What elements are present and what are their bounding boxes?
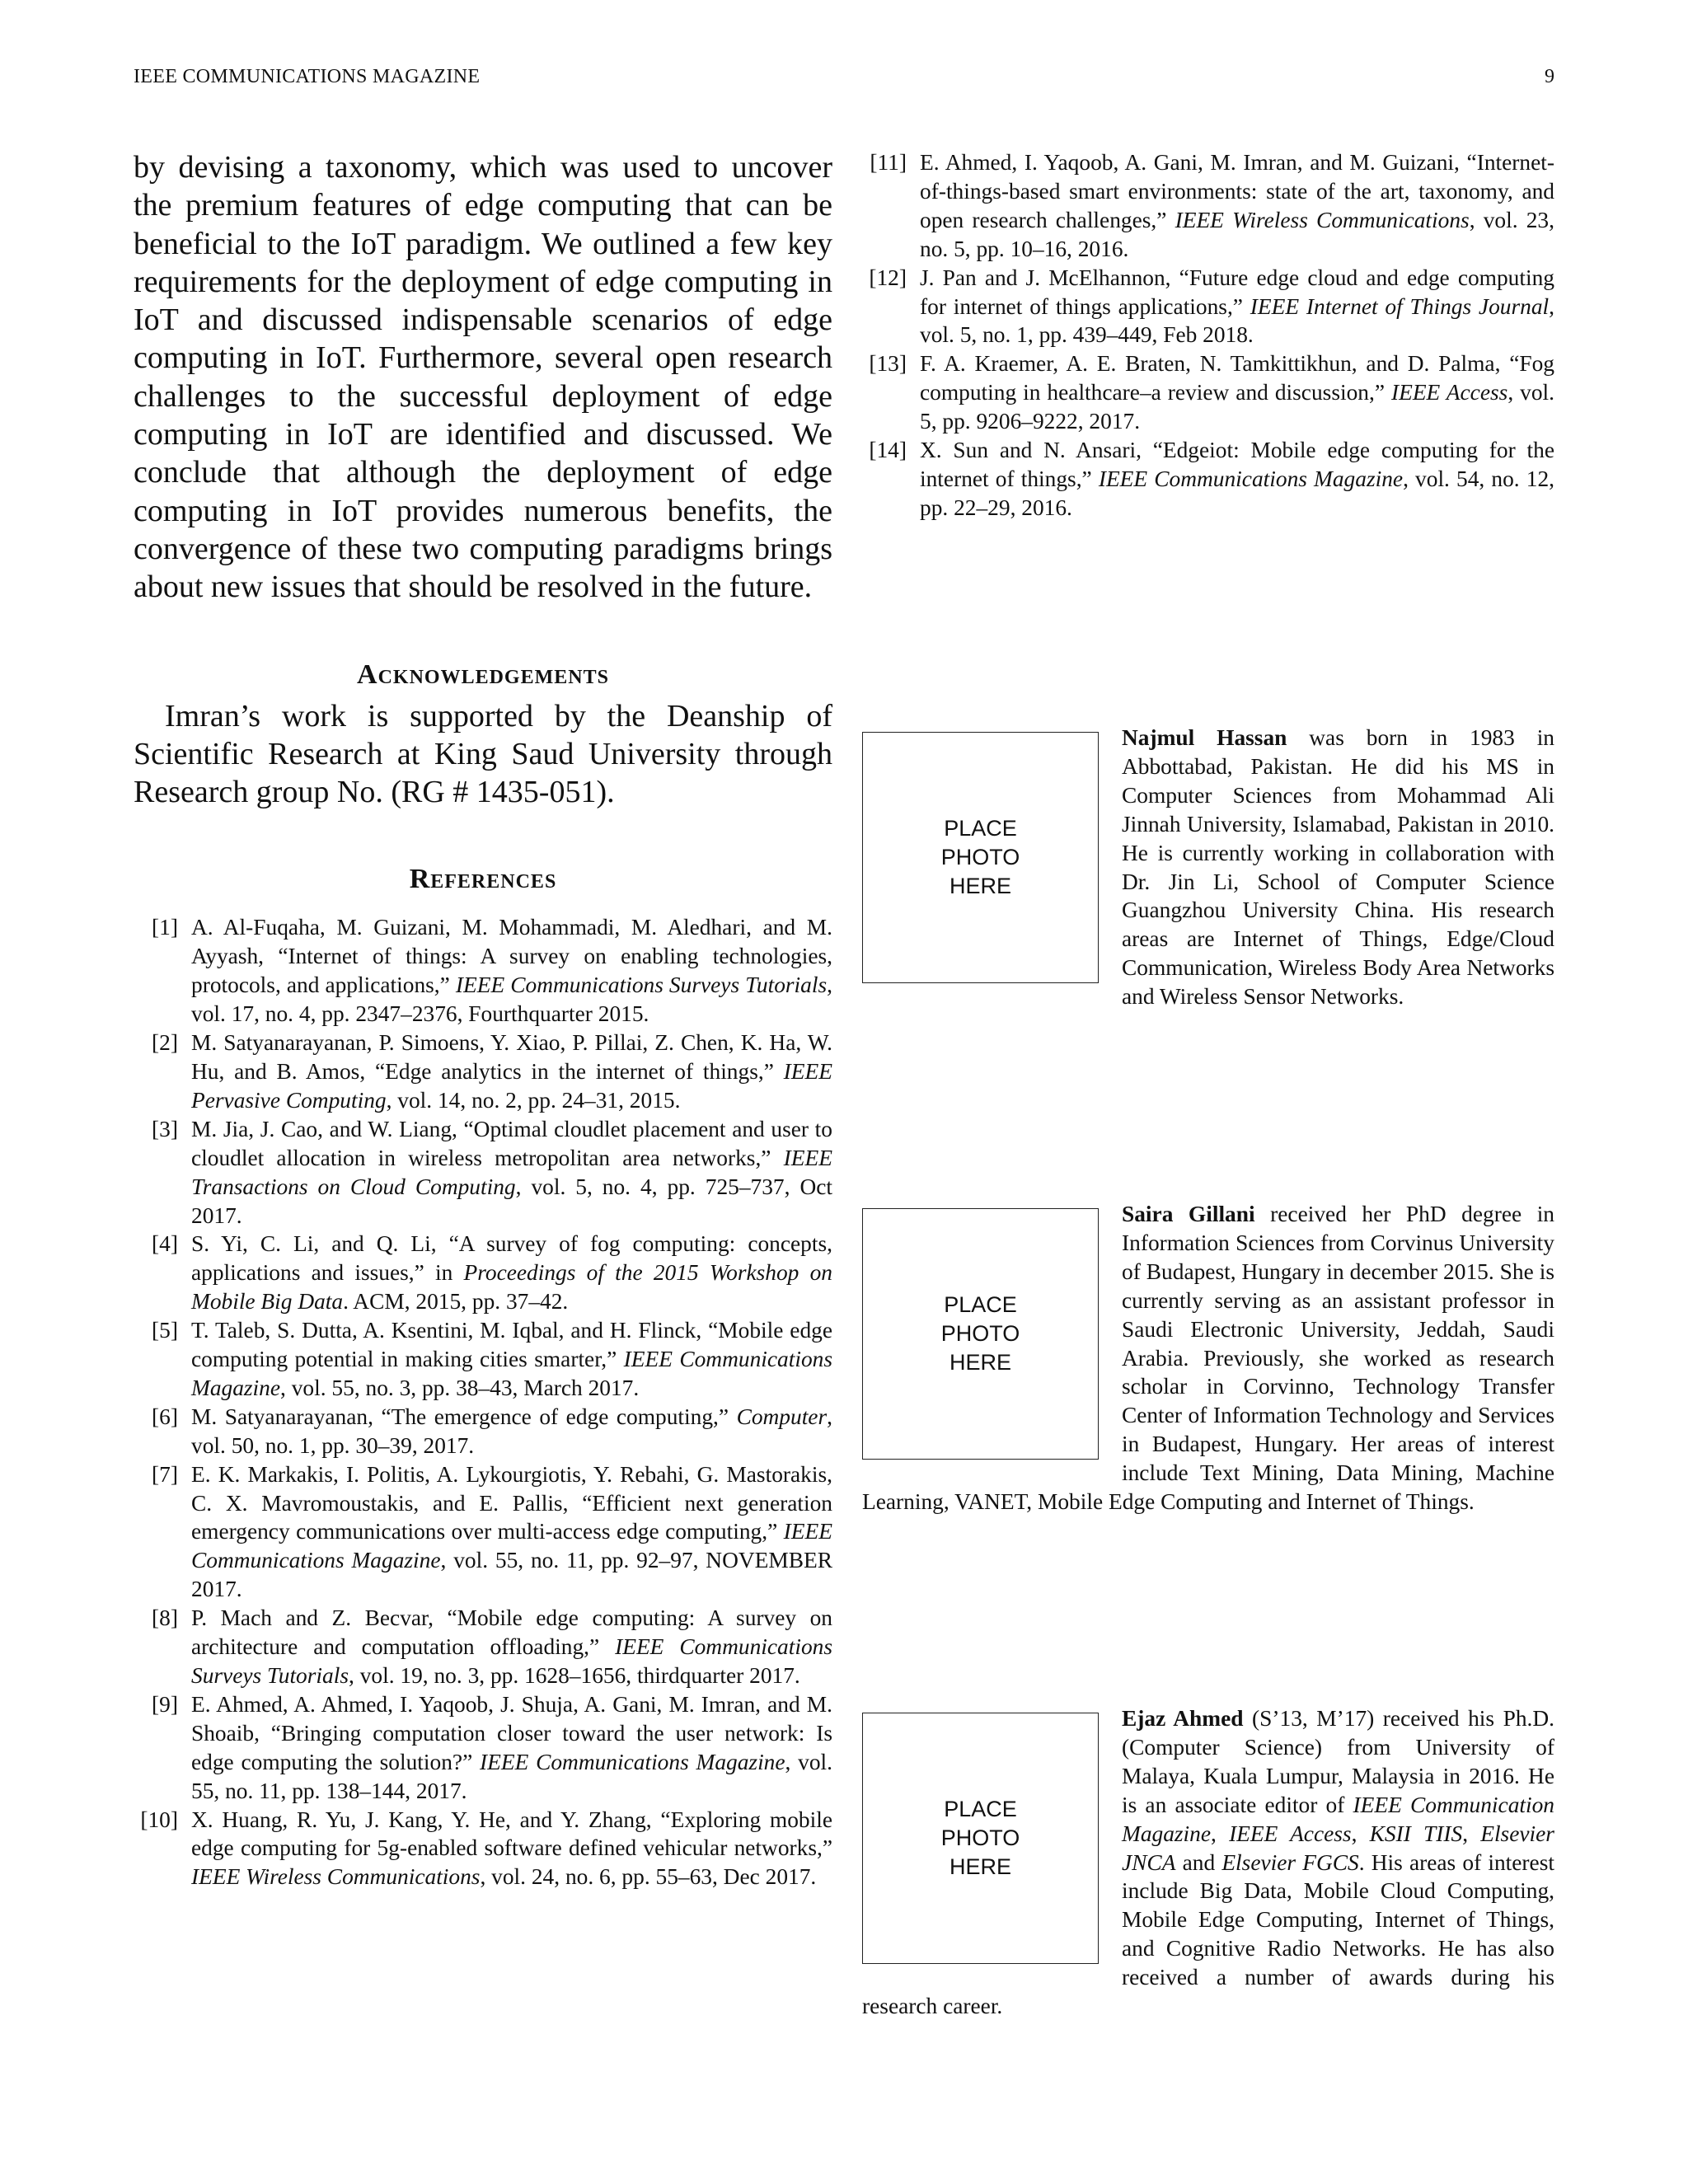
reference-authors-title: S. Yi, C. Li, and Q. Li, “A survey of fog computing: concepts, applications and issues,” in bbox=[191, 1231, 832, 1286]
reference-text bbox=[191, 1604, 832, 1690]
reference-venue: IEEE Access bbox=[1390, 380, 1508, 405]
reference-item bbox=[134, 1604, 832, 1690]
reference-number: [2] bbox=[152, 1030, 178, 1056]
reference-text bbox=[191, 913, 832, 1029]
reference-venue: IEEE Internet of Things Journal bbox=[1250, 293, 1550, 319]
reference-number: [14] bbox=[869, 438, 907, 463]
reference-text bbox=[191, 1806, 832, 1892]
reference-number: [12] bbox=[869, 265, 907, 290]
reference-venue: IEEE Wireless Communications bbox=[1175, 207, 1470, 232]
reference-text bbox=[191, 1690, 832, 1806]
reference-item bbox=[134, 1403, 832, 1460]
reference-authors-title: E. K. Markakis, I. Politis, A. Lykourgiotis, Y. Rebahi, G. Mastorakis, C. X. Mavromoustakis, and E. Pallis, “Efficient next generation emergency communications over multi-access edge computing,” bbox=[191, 1461, 832, 1544]
reference-text bbox=[191, 1403, 832, 1460]
journal-name: IEEE Access bbox=[1229, 1821, 1352, 1846]
journal-name: IEEE Communication Magazine bbox=[1122, 1792, 1555, 1846]
reference-item bbox=[134, 1316, 832, 1403]
reference-number: [8] bbox=[152, 1605, 178, 1631]
reference-details: , vol. 50, no. 1, pp. 30–39, 2017. bbox=[191, 1404, 832, 1458]
author-name: Najmul Hassan bbox=[1122, 725, 1287, 750]
author-bio-text: , bbox=[1351, 1821, 1370, 1846]
references-heading: References bbox=[409, 864, 557, 895]
journal-name: Elsevier JNCA bbox=[1122, 1821, 1554, 1875]
reference-number: [5] bbox=[152, 1318, 178, 1343]
reference-venue: Proceedings of the 2015 Workshop on Mobile Big Data bbox=[191, 1260, 832, 1315]
reference-details: , vol. 14, no. 2, pp. 24–31, 2015. bbox=[386, 1087, 681, 1113]
reference-item bbox=[862, 264, 1554, 350]
author-name: Saira Gillani bbox=[1122, 1202, 1255, 1226]
reference-text bbox=[920, 264, 1554, 350]
reference-details: , vol. 55, no. 11, pp. 92–97, NOVEMBER 2017. bbox=[191, 1548, 832, 1602]
author-name: Ejaz Ahmed bbox=[1122, 1706, 1244, 1731]
reference-authors-title: M. Satyanarayanan, “The emergence of edge computing,” bbox=[191, 1404, 737, 1429]
photo-placeholder-line: PHOTO bbox=[940, 1321, 1020, 1346]
reference-details: . ACM, 2015, pp. 37–42. bbox=[343, 1289, 569, 1315]
reference-item bbox=[134, 1806, 832, 1892]
reference-details: , vol. 54, no. 12, pp. 22–29, 2016. bbox=[920, 466, 1554, 520]
reference-details: , vol. 55, no. 3, pp. 38–43, March 2017. bbox=[280, 1375, 640, 1400]
reference-details: , vol. 19, no. 3, pp. 1628–1656, thirdquarter 2017. bbox=[349, 1663, 800, 1689]
author-bio-text: and bbox=[1175, 1849, 1222, 1875]
reference-authors-title: X. Huang, R. Yu, J. Kang, Y. He, and Y. Zhang, “Exploring mobile edge computing for 5g-enabled software defined vehicular networks,” bbox=[191, 1807, 832, 1861]
reference-item bbox=[134, 1029, 832, 1115]
reference-authors-title: F. A. Kraemer, A. E. Braten, N. Tamkittikhun, and D. Palma, “Fog computing in healthcare–a review and discussion,” bbox=[920, 351, 1554, 405]
reference-text bbox=[920, 148, 1554, 264]
photo-placeholder-line: PHOTO bbox=[940, 1825, 1020, 1850]
reference-authors-title: J. Pan and J. McElhannon, “Future edge cloud and edge computing for internet of things applications,” bbox=[920, 265, 1554, 319]
reference-details: , vol. 24, no. 6, pp. 55–63, Dec 2017. bbox=[480, 1864, 817, 1890]
author-bio-najmul-hassan bbox=[862, 724, 1554, 1011]
page-number: 9 bbox=[1545, 66, 1554, 87]
reference-authors-title: E. Ahmed, I. Yaqoob, A. Gani, M. Imran, and M. Guizani, “Internet-of-things-based smart environments: state of the art, taxonomy, and open research challenges,” bbox=[920, 150, 1554, 232]
reference-details: , vol. 5, pp. 9206–9222, 2017. bbox=[920, 380, 1554, 434]
reference-item bbox=[862, 148, 1554, 264]
running-header-journal: IEEE COMMUNICATIONS MAGAZINE bbox=[134, 66, 481, 87]
author-bio-text: , bbox=[1462, 1821, 1481, 1846]
author-bio-text: received her PhD degree in Information Sciences from Corvinus University of Budapest, Hungary in december 2015. She is currently serving as an assistant professor in Saudi Electronic University, Jeddah, Saudi Arabia. Previously, she worked as research scholar in Corvinno, Technology Transfer Center of Information Technology and Services in Budapest, Hungary. Her areas of interest include Text Mining, Data Mining, Machine Learning, VANET, Mobile Edge Computing and Internet of Things. bbox=[862, 1202, 1554, 1515]
reference-venue: Computer bbox=[736, 1404, 828, 1429]
right-column bbox=[862, 148, 1554, 523]
acknowledgements-text: Imran’s work is supported by the Deanship of Scientific Research at King Saud University through Research group No. (RG # 1435-051). bbox=[134, 698, 832, 810]
photo-placeholder-line: HERE bbox=[949, 1854, 1011, 1879]
reference-number: [13] bbox=[869, 351, 907, 377]
photo-placeholder-line: PHOTO bbox=[940, 845, 1020, 869]
reference-text bbox=[920, 436, 1554, 523]
reference-authors-title: T. Taleb, S. Dutta, A. Ksentini, M. Iqbal, and H. Flinck, “Mobile edge computing potential in making cities smarter,” bbox=[191, 1318, 832, 1372]
reference-text bbox=[191, 1230, 832, 1316]
photo-placeholder bbox=[862, 1713, 1099, 1964]
reference-venue: IEEE Wireless Communications bbox=[191, 1864, 481, 1890]
reference-item bbox=[134, 1115, 832, 1230]
reference-details: , vol. 5, no. 4, pp. 725–737, Oct 2017. bbox=[191, 1174, 832, 1228]
author-bio-text: , bbox=[1211, 1821, 1230, 1846]
author-bio-ejaz-ahmed bbox=[862, 1704, 1554, 2021]
reference-number: [6] bbox=[152, 1404, 178, 1429]
photo-placeholder bbox=[862, 732, 1099, 983]
reference-item bbox=[134, 1460, 832, 1605]
author-bio-text: . His areas of interest include Big Data, Mobile Cloud Computing, Mobile Edge Computing, Internet of Things, and Cognitive Radio Networks. He has also received a number of awards during his research career. bbox=[862, 1849, 1554, 2019]
reference-item bbox=[134, 913, 832, 1029]
reference-text bbox=[191, 1029, 832, 1115]
reference-number: [3] bbox=[152, 1116, 178, 1141]
reference-list-continued bbox=[862, 148, 1554, 523]
reference-details: , vol. 23, no. 5, pp. 10–16, 2016. bbox=[920, 207, 1554, 261]
reference-venue: IEEE Communications Magazine bbox=[480, 1749, 785, 1774]
reference-list bbox=[134, 913, 832, 1891]
reference-text bbox=[920, 349, 1554, 436]
reference-details: , vol. 55, no. 11, pp. 138–144, 2017. bbox=[191, 1749, 832, 1803]
photo-placeholder-line: HERE bbox=[949, 874, 1011, 898]
reference-authors-title: A. Al-Fuqaha, M. Guizani, M. Mohammadi, M. Aledhari, and M. Ayyash, “Internet of things: A survey on enabling technologies, protocols, and applications,” bbox=[191, 915, 832, 998]
reference-venue: IEEE Communications Surveys Tutorials bbox=[455, 972, 828, 998]
reference-authors-title: P. Mach and Z. Becvar, “Mobile edge computing: A survey on architecture and computation offloading,” bbox=[191, 1605, 832, 1660]
author-bio-text: (S’13, M’17) received his Ph.D. (Computer Science) from University of Malaya, Kuala Lumpur, Malaysia in 2016. He is an associate editor of bbox=[1122, 1706, 1554, 1817]
reference-number: [11] bbox=[870, 150, 907, 175]
reference-venue: IEEE Pervasive Computing bbox=[191, 1058, 832, 1113]
author-bio-text: was born in 1983 in Abbottabad, Pakistan. He did his MS in Computer Sciences from Mohammad Ali Jinnah University, Islamabad, Pakistan in 2010. He is currently working in collaboration with Dr. Jin Li, School of Computer Science Guangzhou University China. His research areas are Internet of Things, Edge/Cloud Communication, Wireless Body Area Networks and Wireless Sensor Networks. bbox=[1122, 725, 1554, 1010]
author-bio-saira-gillani bbox=[862, 1200, 1554, 1516]
conclusion-paragraph: by devising a taxonomy, which was used to uncover the premium features of edge computing that can be beneficial to the IoT paradigm. We outlined a few key requirements for the deployment of edge computing in IoT and discussed indispensable scenarios of edge computing in IoT. Furthermore, several open research challenges to the successful deployment of edge computing in IoT are identified and discussed. We conclude that although the deployment of edge computing in IoT provides numerous benefits, the convergence of these two computing paradigms brings about new issues that should be resolved in the future. bbox=[134, 150, 832, 605]
reference-venue: IEEE Communications Magazine bbox=[1098, 466, 1404, 491]
reference-number: [7] bbox=[152, 1461, 178, 1487]
reference-item bbox=[862, 349, 1554, 436]
reference-authors-title: M. Jia, J. Cao, and W. Liang, “Optimal cloudlet placement and user to cloudlet allocation in wireless metropolitan area networks,” bbox=[191, 1116, 832, 1170]
reference-authors-title: X. Sun and N. Ansari, “Edgeiot: Mobile edge computing for the internet of things,” bbox=[920, 438, 1554, 491]
reference-details: , vol. 17, no. 4, pp. 2347–2376, Fourthquarter 2015. bbox=[191, 972, 832, 1027]
reference-venue: IEEE Communications Magazine bbox=[191, 1347, 832, 1400]
reference-venue: IEEE Transactions on Cloud Computing bbox=[191, 1145, 832, 1199]
photo-placeholder-line: PLACE bbox=[944, 1797, 1017, 1821]
reference-authors-title: E. Ahmed, A. Ahmed, I. Yaqoob, J. Shuja, A. Gani, M. Imran, and M. Shoaib, “Bringing computation closer toward the user network: Is edge computing the solution?” bbox=[191, 1691, 832, 1774]
photo-placeholder-line: HERE bbox=[949, 1350, 1011, 1375]
reference-text bbox=[191, 1115, 832, 1230]
reference-authors-title: M. Satyanarayanan, P. Simoens, Y. Xiao, P. Pillai, Z. Chen, K. Ha, W. Hu, and B. Amos, “Edge analytics in the internet of things,” bbox=[191, 1030, 832, 1084]
journal-name: KSII TIIS bbox=[1369, 1821, 1463, 1846]
photo-placeholder-line: PLACE bbox=[944, 816, 1017, 841]
reference-number: [9] bbox=[152, 1691, 178, 1717]
reference-details: , vol. 5, no. 1, pp. 439–449, Feb 2018. bbox=[920, 293, 1554, 348]
reference-number: [1] bbox=[152, 915, 178, 940]
reference-number: [4] bbox=[152, 1231, 178, 1257]
left-column bbox=[134, 148, 832, 1891]
reference-venue: IEEE Communications Magazine bbox=[191, 1519, 832, 1573]
reference-item bbox=[134, 1230, 832, 1316]
reference-number: [10] bbox=[140, 1807, 178, 1832]
reference-text bbox=[191, 1460, 832, 1605]
acknowledgements-heading: Acknowledgements bbox=[357, 658, 609, 690]
photo-placeholder bbox=[862, 1208, 1099, 1460]
photo-placeholder-line: PLACE bbox=[944, 1292, 1017, 1317]
reference-venue: IEEE Communications Surveys Tutorials bbox=[191, 1634, 832, 1689]
journal-name: Elsevier FGCS bbox=[1221, 1849, 1359, 1875]
reference-item bbox=[862, 436, 1554, 523]
reference-text bbox=[191, 1316, 832, 1403]
reference-item bbox=[134, 1690, 832, 1806]
